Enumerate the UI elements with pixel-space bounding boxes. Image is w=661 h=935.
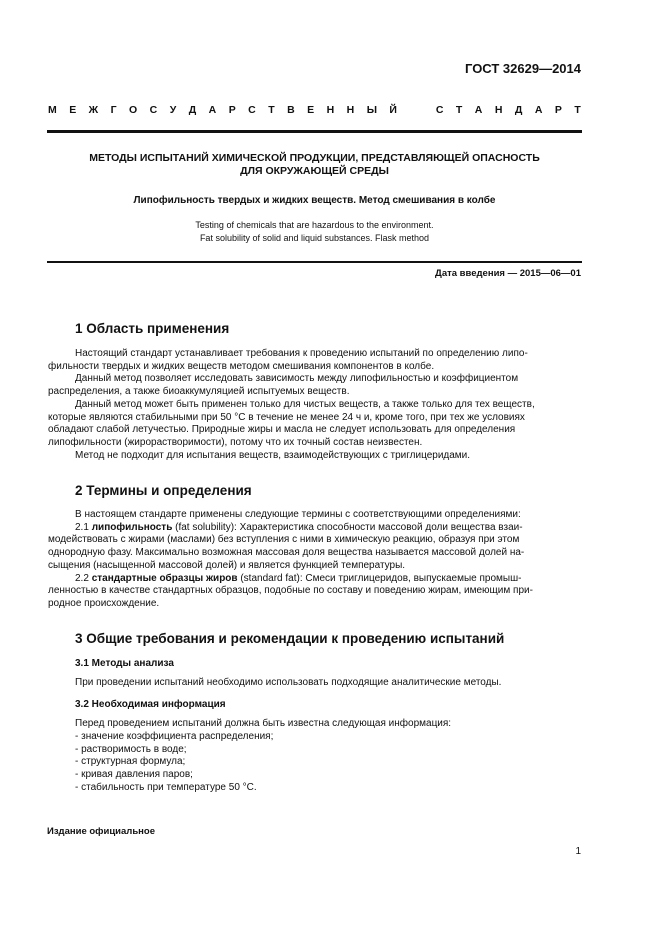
paragraph-line: родное происхождение. xyxy=(48,597,160,609)
required-info-list xyxy=(75,731,581,795)
paragraph-line: модействовать с жирами (маслами) без вступления с ними в химическую реакцию, образуя при этом xyxy=(48,534,520,546)
paragraph-line: В настоящем стандарте применены следующие термины с соответствующими определениями: xyxy=(75,509,521,520)
official-edition-label: Издание официальное xyxy=(47,826,155,837)
subsection-3-1-body: При проведении испытаний необходимо использовать подходящие аналитические методы. xyxy=(75,677,502,688)
term-number: 2.1 xyxy=(75,521,92,533)
paragraph-line: Данный метод позволяет исследовать зависимость между липофильностью и коэффициентом xyxy=(75,373,519,385)
paragraph-line: фильности твердых и жидких веществ методом смешивания компонентов в колбе. xyxy=(48,360,435,372)
subsection-3-2-intro: Перед проведением испытаний должна быть известна следующая информация: xyxy=(75,718,452,729)
banner-letter: В xyxy=(287,104,295,116)
list-item: - кривая давления паров; xyxy=(75,769,193,781)
english-title-line: Testing of chemicals that are hazardous to the environment. xyxy=(195,220,434,230)
paragraph-line: которые являются стабильными при 50 °С в течение не менее 24 ч и, кроме того, при тех же условиях xyxy=(48,411,525,423)
banner-letter: Ы xyxy=(366,104,377,116)
paragraph-line: ленностью в качестве стандартных образцов, подобные по составу и поведению жирам, имеющим при- xyxy=(48,585,533,597)
page-number: 1 xyxy=(575,846,581,857)
paragraph-line: Данный метод может быть применен только для чистых веществ, а также только для тех веществ, xyxy=(75,398,535,410)
paragraph-line: распределения, а также биоаккумуляцией испытуемых веществ. xyxy=(48,386,350,398)
gost-number: ГОСТ 32629—2014 xyxy=(465,61,581,76)
term-text: (standard fat): Смеси триглицеридов, выпускаемые промыш- xyxy=(237,572,522,584)
banner-letter: Р xyxy=(554,104,562,116)
banner-letter: О xyxy=(129,104,138,116)
middle-rule-divider xyxy=(47,261,582,263)
term-text: (fat solubility): Характеристика способности массовой доли вещества взаи- xyxy=(172,521,523,533)
banner-letter: Е xyxy=(69,104,77,116)
list-item: - значение коэффициента распределения; xyxy=(75,731,274,742)
banner-letter: А xyxy=(208,104,217,116)
section-2-body xyxy=(48,509,581,611)
paragraph-line: однородную фазу. Максимально возможная массовая доля вещества называется массовой долей на- xyxy=(48,547,525,559)
english-title-line: Fat solubility of solid and liquid substances. Flask method xyxy=(199,233,430,243)
title-line: МЕТОДЫ ИСПЫТАНИЙ ХИМИЧЕСКОЙ ПРОДУКЦИИ, ПРЕДСТАВЛЯЮЩЕЙ ОПАСНОСТЬ xyxy=(89,152,540,164)
term-name: липофильность xyxy=(91,521,173,533)
english-title xyxy=(47,219,582,245)
banner-letter: С xyxy=(435,104,444,116)
term-definition-line xyxy=(75,573,581,586)
banner-letter: А xyxy=(474,104,483,116)
paragraph-line: Метод не подходит для испытания веществ, взаимодействующих с триглицеридами. xyxy=(75,449,471,461)
banner-letter: Е xyxy=(307,104,315,116)
banner-letter: Т xyxy=(455,104,463,116)
document-subtitle: Липофильность твердых и жидких веществ. Метод смешивания в колбе xyxy=(133,195,496,206)
paragraph-line: Настоящий стандарт устанавливает требования к проведению испытаний по определению липо- xyxy=(75,348,528,359)
term-name: стандартные образцы жиров xyxy=(91,572,238,584)
subsection-3-2-heading: 3.2 Необходимая информация xyxy=(75,699,226,710)
term-number: 2.2 xyxy=(75,572,92,584)
section-1-heading: 1 Область применения xyxy=(75,321,230,336)
banner-letter: С xyxy=(248,104,256,116)
list-item: - структурная формула; xyxy=(75,756,186,768)
section-1-body xyxy=(48,348,581,462)
banner-letter: Ж xyxy=(88,104,99,116)
banner-letter: С xyxy=(149,104,158,116)
banner-letter: М xyxy=(48,104,57,116)
title-line: ДЛЯ ОКРУЖАЮЩЕЙ СРЕДЫ xyxy=(240,165,389,177)
section-3-heading: 3 Общие требования и рекомендации к проведению испытаний xyxy=(75,631,505,646)
banner-letter: Н xyxy=(346,104,355,116)
paragraph-line: сыщения (насыщенной массовой долей) и является функцией температуры. xyxy=(48,559,406,571)
term-definition-line xyxy=(75,522,581,535)
paragraph-line: липофильности (жирорастворимости), потому что их точный состав неизвестен. xyxy=(48,436,423,448)
banner-letter: Н xyxy=(326,104,335,116)
banner-letter: У xyxy=(169,104,177,116)
banner-letter: А xyxy=(534,104,543,116)
list-item: - стабильность при температуре 50 °С. xyxy=(75,781,257,793)
banner-letter: Р xyxy=(228,104,236,116)
banner-letter: Д xyxy=(188,104,197,116)
banner-letter: Т xyxy=(268,104,275,116)
banner-letter: Т xyxy=(574,104,581,116)
paragraph-line: обладают слабой летучестью. Природные жиры и масла не следует использовать для определения xyxy=(48,424,516,436)
banner-letter: Н xyxy=(494,104,503,116)
document-title xyxy=(47,152,582,178)
effective-date: Дата введения — 2015—06—01 xyxy=(435,268,581,279)
list-item: - растворимость в воде; xyxy=(75,743,187,755)
banner-letter: Й xyxy=(389,104,397,116)
subsection-3-1-heading: 3.1 Методы анализа xyxy=(75,658,174,669)
section-2-heading: 2 Термины и определения xyxy=(75,483,252,498)
top-rule-divider xyxy=(47,130,582,133)
banner-letter: Д xyxy=(514,104,523,116)
interstate-standard-banner xyxy=(48,104,581,116)
banner-letter: Г xyxy=(110,104,117,116)
